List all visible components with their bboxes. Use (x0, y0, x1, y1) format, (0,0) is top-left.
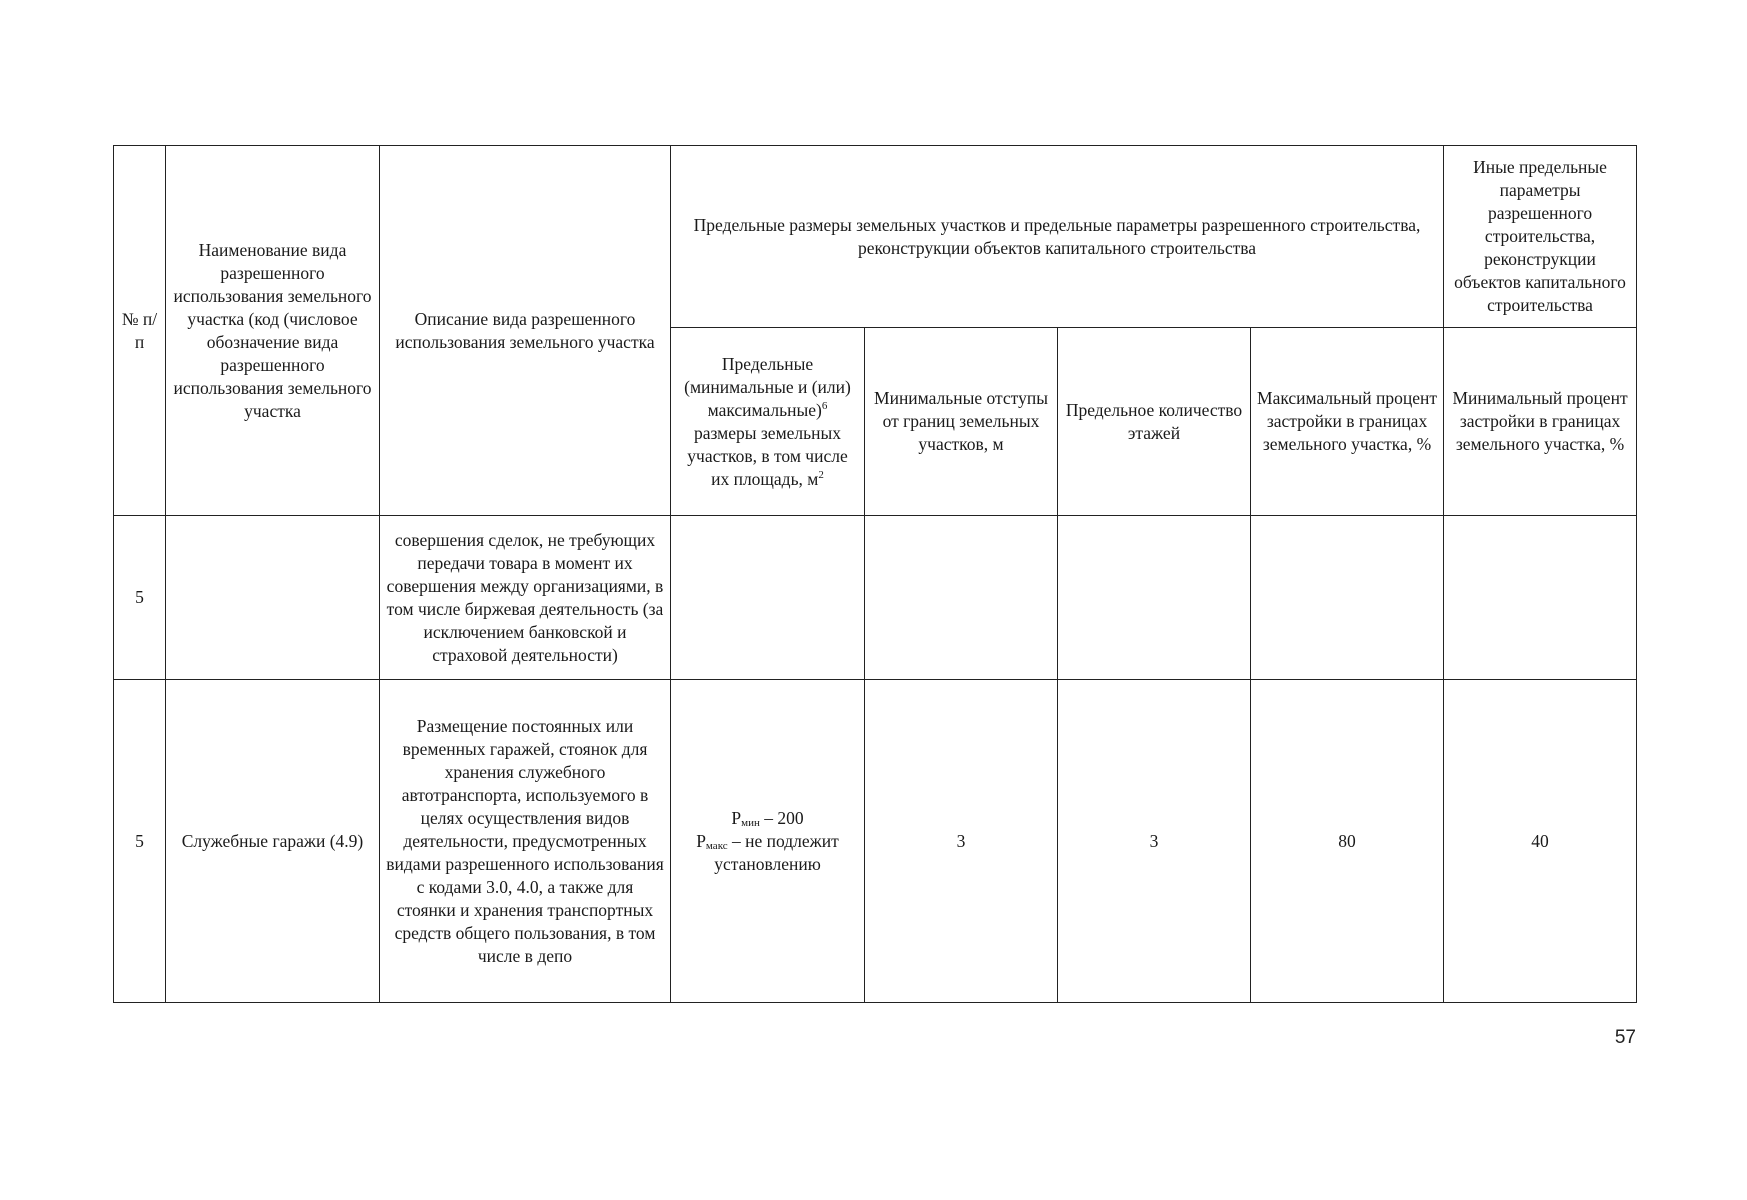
land-use-regulations-table (113, 145, 1637, 1003)
table-header-row-top (114, 146, 1637, 328)
plot-size-max-symbol: Р (696, 830, 706, 851)
cell-plot-sizes (671, 516, 865, 680)
cell-max-coverage: 80 (1251, 680, 1444, 1003)
header-number: № п/п (114, 146, 166, 516)
header-min-coverage: Минимальный процент застройки в границах земельного участка, % (1444, 328, 1637, 516)
cell-floor-limit (1058, 516, 1251, 680)
cell-number: 5 (114, 516, 166, 680)
cell-max-coverage (1251, 516, 1444, 680)
cell-min-coverage: 40 (1444, 680, 1637, 1003)
cell-use-type-name (166, 516, 380, 680)
cell-min-coverage (1444, 516, 1637, 680)
cell-description: Размещение постоянных или временных гаражей, стоянок для хранения служебного автотранспорта, используемого в целях осуществления видов деятельности, предусмотренных видами разрешенного использования с кодами 3.0, 4.0, а также для стоянки и хранения транспортных средств общего пользования, в том числе в депо (380, 680, 671, 1003)
cell-plot-sizes (671, 680, 865, 1003)
header-limit-parameters-group: Предельные размеры земельных участков и предельные параметры разрешенного строительства, реконструкции объектов капитального строительства (671, 146, 1444, 328)
cell-description: совершения сделок, не требующих передачи товара в момент их совершения между организациями, в том числе биржевая деятельность (за исключением банковской и страховой деятельности) (380, 516, 671, 680)
plot-size-max-value: – не подлежит установлению (714, 830, 839, 874)
cell-min-setbacks: 3 (865, 680, 1058, 1003)
header-plot-sizes-tail: размеры земельных участков, в том числе их площадь, м (687, 422, 848, 489)
header-max-coverage: Максимальный процент застройки в границах земельного участка, % (1251, 328, 1444, 516)
header-min-setbacks: Минимальные отступы от границ земельных участков, м (865, 328, 1058, 516)
page-number: 57 (1614, 1027, 1636, 1048)
header-floor-limit: Предельное количество этажей (1058, 328, 1251, 516)
header-use-type-description: Описание вида разрешенного использования земельного участка (380, 146, 671, 516)
plot-size-max-subscript: макс (705, 839, 728, 852)
plot-size-min-value: – 200 (759, 807, 804, 828)
table-row (114, 680, 1637, 1003)
header-plot-sizes (671, 328, 865, 516)
header-other-parameters: Иные предельные параметры разрешенного строительства, реконструкции объектов капитального строительства (1444, 146, 1637, 328)
cell-use-type-name: Служебные гаражи (4.9) (166, 680, 380, 1003)
plot-size-min-subscript: мин (741, 816, 760, 829)
plot-size-min (677, 807, 858, 830)
cell-number: 5 (114, 680, 166, 1003)
cell-floor-limit: 3 (1058, 680, 1251, 1003)
plot-size-min-symbol: Р (731, 807, 742, 828)
footnote-marker: 6 (821, 399, 828, 412)
header-plot-sizes-text: Предельные (минимальные и (или) максимальные) (684, 353, 851, 420)
unit-superscript: 2 (818, 468, 824, 481)
header-use-type-name: Наименование вида разрешенного использования земельного участка (код (числовое обозначение вида разрешенного использования земельного участка (166, 146, 380, 516)
table-row (114, 516, 1637, 680)
cell-min-setbacks (865, 516, 1058, 680)
plot-size-max (677, 830, 858, 876)
